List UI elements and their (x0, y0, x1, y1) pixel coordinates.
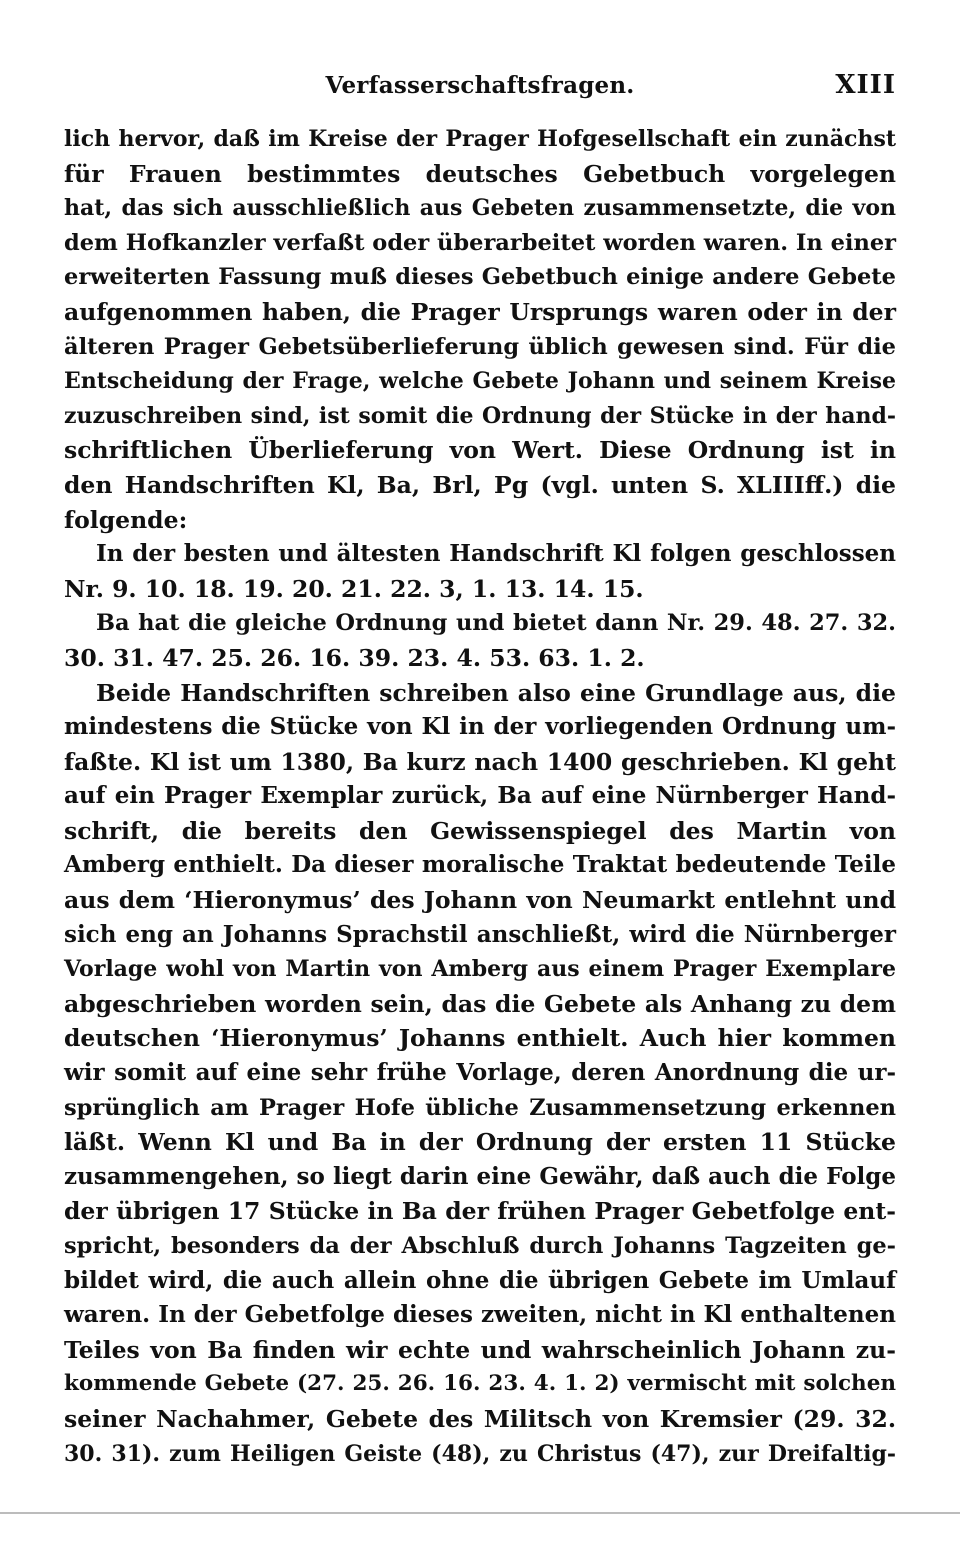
text-line: schrift, die bereits den Gewissenspiegel des Martin von (64, 816, 896, 845)
text-line: für Frauen bestimmtes deutsches Gebetbuch vorgelegen (64, 159, 896, 188)
text-line: mindestens die Stücke von Kl in der vorliegenden Ordnung um- (64, 713, 896, 741)
text-line: Amberg enthielt. Da dieser moralische Traktat bedeutende Teile (64, 851, 896, 879)
text-line: wir somit auf eine sehr frühe Vorlage, deren Anordnung die ur- (64, 1059, 896, 1087)
text-line: folgende: (64, 505, 188, 534)
running-head: Verfasserschaftsfragen. (325, 72, 635, 99)
page-header (64, 64, 896, 108)
text-line: spricht, besonders da der Abschluß durch Johanns Tagzeiten ge- (64, 1233, 896, 1259)
text-line: seiner Nachahmer, Gebete des Militsch von Kremsier (29. 32. (64, 1404, 896, 1433)
text-line: abgeschrieben worden sein, das die Gebete als Anhang zu dem (64, 989, 896, 1018)
bottom-divider (0, 1512, 960, 1514)
text-line: dem Hofkanzler verfaßt oder überarbeitet worden waren. In einer (64, 229, 896, 256)
text-line: sprünglich am Prager Hofe übliche Zusammensetzung erkennen (64, 1094, 896, 1121)
text-line: Entscheidung der Frage, welche Gebete Johann und seinem Kreise (64, 368, 896, 395)
text-line: 30. 31). zum Heiligen Geiste (48), zu Christus (47), zur Dreifaltig- (64, 1440, 896, 1467)
text-line: Beide Handschriften schreiben also eine Grundlage aus, die (96, 678, 896, 707)
page-number: XIII (835, 70, 896, 100)
text-line: Ba hat die gleiche Ordnung und bietet dann Nr. 29. 48. 27. 32. (96, 610, 896, 637)
text-line: waren. In der Gebetfolge dieses zweiten, nicht in Kl enthaltenen (64, 1301, 896, 1329)
text-line: deutschen ‘Hieronymus’ Johanns enthielt. Auch hier kommen (64, 1024, 896, 1053)
text-line: aus dem ‘Hieronymus’ des Johann von Neumarkt entlehnt und (64, 886, 896, 915)
text-line: hat, das sich ausschließlich aus Gebeten zusammensetzte, die von (64, 195, 896, 222)
text-line: 30. 31. 47. 25. 26. 16. 39. 23. 4. 53. 63. 1. 2. (64, 643, 645, 672)
text-line: aufgenommen haben, die Prager Ursprungs waren oder in der (64, 297, 896, 326)
text-line: der übrigen 17 Stücke in Ba der frühen Prager Gebetfolge ent- (64, 1197, 896, 1226)
text-line: zuzuschreiben sind, ist somit die Ordnung der Stücke in der hand- (64, 402, 896, 429)
text-line: kommende Gebete (27. 25. 26. 16. 23. 4. 1. 2) vermischt mit solchen (64, 1371, 896, 1397)
text-line: In der besten und ältesten Handschrift Kl folgen geschlossen (96, 540, 896, 568)
text-line: den Handschriften Kl, Ba, Brl, Pg (vgl. unten S. XLIIIff.) die (64, 470, 896, 499)
text-line: schriftlichen Überlieferung von Wert. Diese Ordnung ist in (64, 436, 896, 465)
body-text (64, 122, 896, 1471)
text-line: auf ein Prager Exemplar zurück, Ba auf eine Nürnberger Hand- (64, 782, 896, 810)
text-line: Nr. 9. 10. 18. 19. 20. 21. 22. 3, 1. 13. 14. 15. (64, 574, 644, 603)
text-line: bildet wird, die auch allein ohne die übrigen Gebete im Umlauf (64, 1266, 896, 1294)
text-line: sich eng an Johanns Sprachstil anschließt, wird die Nürnberger (64, 920, 896, 948)
text-line: läßt. Wenn Kl und Ba in der Ordnung der ersten 11 Stücke (64, 1128, 896, 1157)
text-line: zusammengehen, so liegt darin eine Gewähr, daß auch die Folge (64, 1162, 896, 1190)
text-line: erweiterten Fassung muß dieses Gebetbuch einige andere Gebete (64, 264, 896, 291)
text-line: Teiles von Ba finden wir echte und wahrscheinlich Johann zu- (64, 1335, 896, 1364)
text-line: lich hervor, daß im Kreise der Prager Hofgesellschaft ein zunächst (64, 126, 896, 152)
text-line: älteren Prager Gebetsüberlieferung üblich gewesen sind. Für die (64, 333, 896, 360)
text-line: Vorlage wohl von Martin von Amberg aus einem Prager Exemplare (64, 956, 896, 983)
book-page (64, 64, 896, 1467)
text-line: faßte. Kl ist um 1380, Ba kurz nach 1400 geschrieben. Kl geht (64, 747, 896, 776)
